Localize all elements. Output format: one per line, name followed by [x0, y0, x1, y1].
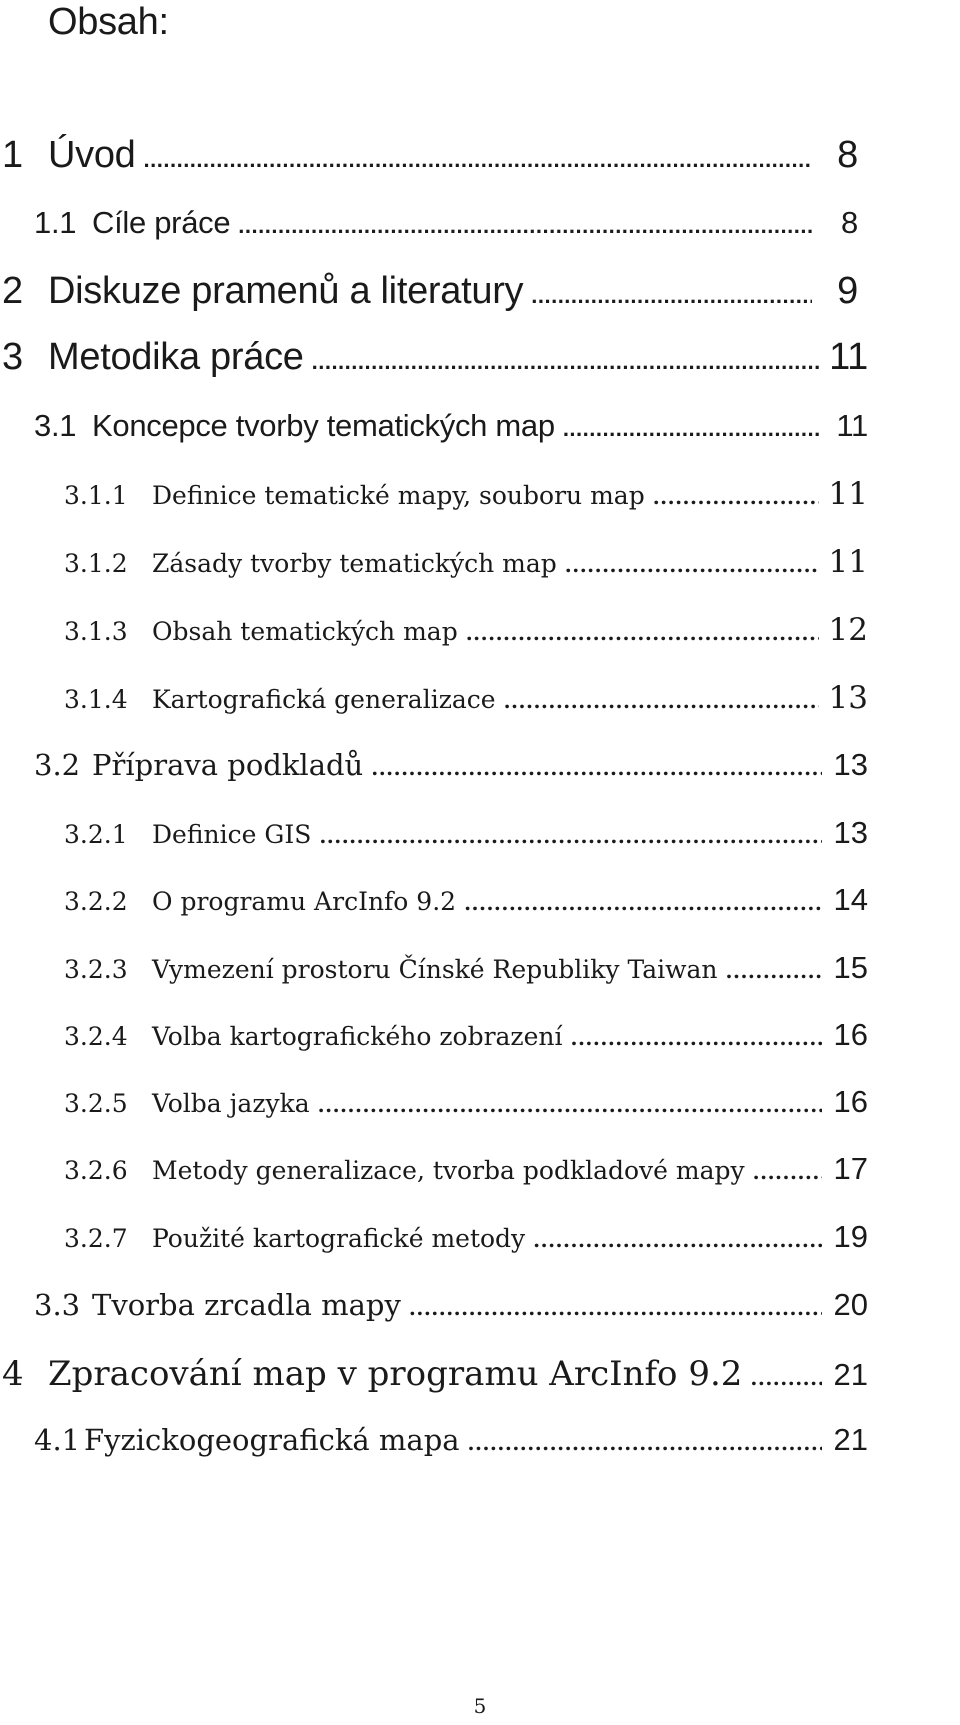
toc-entry-number: 3.2.7	[64, 1224, 128, 1253]
toc-entry-3-1-1[interactable]	[64, 477, 868, 514]
toc-entry-4[interactable]	[2, 1353, 868, 1399]
toc-entry-number: 4	[2, 1354, 24, 1394]
toc-leader-dots	[371, 750, 822, 786]
toc-leader-dots	[319, 819, 822, 853]
toc-entry-page: 8	[841, 205, 858, 240]
toc-entry-3-2[interactable]	[34, 747, 868, 786]
toc-entry-title: Volba jazyka	[152, 1089, 310, 1118]
toc-leader-dots	[533, 1223, 822, 1257]
toc-entry-page: 15	[833, 951, 868, 985]
toc-entry-title: Metodika práce	[48, 336, 304, 378]
toc-entry-number: 1	[2, 134, 23, 176]
toc-entry-3-2-7[interactable]	[64, 1220, 868, 1257]
toc-entry-1[interactable]	[2, 133, 858, 182]
toc-entry-page: 20	[833, 1287, 868, 1322]
toc-entry-number: 1.1	[34, 205, 77, 240]
toc-entry-title: Zpracování map v programu ArcInfo 9.2	[48, 1354, 743, 1394]
toc-entry-title: Definice tematické mapy, souboru map	[152, 481, 645, 510]
toc-leader-dots	[238, 208, 812, 244]
toc-entry-number: 2	[2, 270, 23, 312]
toc-leader-dots	[312, 340, 820, 384]
toc-entry-3-1-3[interactable]	[64, 613, 868, 650]
toc-entry-3-2-6[interactable]	[64, 1152, 868, 1189]
toc-entry-page: 11	[828, 477, 868, 512]
toc-entry-title: Fyzickogeografická mapa	[84, 1423, 460, 1457]
toc-leader-dots	[531, 274, 812, 318]
toc-entry-title: Tvorba zrcadla mapy	[92, 1288, 401, 1322]
toc-entry-page: 13	[833, 816, 868, 850]
toc-entry-title: Cíle práce	[92, 205, 231, 240]
toc-leader-dots	[504, 684, 819, 718]
toc-entry-page: 11	[836, 408, 868, 443]
toc-entry-page: 13	[833, 747, 868, 782]
toc-entry-page: 19	[833, 1220, 868, 1254]
toc-entry-3[interactable]	[2, 335, 868, 384]
toc-leader-dots	[653, 480, 819, 514]
toc-leader-dots	[318, 1088, 822, 1122]
toc-entry-3-2-3[interactable]	[64, 951, 868, 988]
toc-entry-number: 3.2.2	[64, 887, 128, 916]
toc-entry-number: 3.1.2	[64, 549, 128, 578]
toc-entry-3-3[interactable]	[34, 1287, 868, 1326]
toc-entry-number: 3.1	[34, 408, 77, 443]
toc-heading: Obsah:	[48, 1, 169, 43]
toc-entry-number: 3	[2, 336, 23, 378]
toc-entry-page: 13	[828, 681, 868, 716]
toc-leader-dots	[753, 1155, 822, 1189]
toc-entry-page: 14	[833, 883, 868, 917]
toc-entry-3-1-2[interactable]	[64, 545, 868, 582]
toc-entry-title: Koncepce tvorby tematických map	[92, 408, 555, 443]
toc-entry-title: O programu ArcInfo 9.2	[152, 887, 457, 916]
toc-entry-number: 3.3	[34, 1288, 81, 1322]
toc-leader-dots	[468, 1425, 822, 1461]
toc-entry-number: 3.1.1	[64, 481, 128, 510]
toc-entry-title: Úvod	[48, 134, 136, 176]
toc-entry-number: 3.2.4	[64, 1022, 128, 1051]
toc-entry-title: Příprava podkladů	[92, 748, 364, 782]
toc-entry-title: Vymezení prostoru Čínské Republiky Taiwan	[152, 955, 718, 984]
toc-leader-dots	[466, 616, 819, 650]
toc-entry-page: 12	[828, 613, 868, 648]
toc-entry-page: 16	[833, 1085, 868, 1119]
toc-entry-number: 3.2.3	[64, 955, 128, 984]
toc-entry-page: 11	[828, 545, 868, 580]
toc-entry-title: Metody generalizace, tvorba podkladové mapy	[152, 1156, 745, 1185]
toc-entry-page: 21	[833, 1357, 868, 1392]
toc-entry-3-2-2[interactable]	[64, 883, 868, 920]
toc-entry-page: 11	[829, 336, 868, 378]
toc-entry-3-2-5[interactable]	[64, 1085, 868, 1122]
toc-leader-dots	[464, 886, 822, 920]
toc-entry-page: 21	[833, 1422, 868, 1457]
toc-entry-title: Definice GIS	[152, 820, 312, 849]
toc-leader-dots	[571, 1021, 823, 1055]
toc-entry-number: 3.2.6	[64, 1156, 128, 1185]
toc-entry-number: 3.1.4	[64, 685, 128, 714]
toc-entry-title: Volba kartografického zobrazení	[152, 1022, 563, 1051]
toc-leader-dots	[565, 548, 819, 582]
toc-entry-number: 3.2.5	[64, 1089, 128, 1118]
toc-leader-dots	[144, 138, 812, 182]
toc-entry-3-1-4[interactable]	[64, 681, 868, 718]
toc-leader-dots	[563, 411, 822, 447]
toc-entry-number: 4.1	[34, 1423, 81, 1457]
toc-entry-title: Zásady tvorby tematických map	[152, 549, 557, 578]
toc-entry-number: 3.2.1	[64, 820, 128, 849]
toc-entry-3-2-1[interactable]	[64, 816, 868, 853]
toc-entry-page: 16	[833, 1018, 868, 1052]
toc-entry-page: 8	[837, 134, 858, 176]
toc-entry-number: 3.2	[34, 748, 81, 782]
toc-entry-4-1[interactable]	[34, 1422, 868, 1461]
toc-entry-title: Obsah tematických map	[152, 617, 458, 646]
toc-entry-title: Diskuze pramenů a literatury	[48, 270, 524, 312]
toc-leader-dots	[726, 954, 822, 988]
toc-leader-dots	[750, 1357, 822, 1399]
toc-entry-page: 9	[837, 270, 858, 312]
toc-entry-title: Použité kartografické metody	[152, 1224, 526, 1253]
toc-entry-1-1[interactable]	[34, 205, 858, 244]
toc-entry-2[interactable]	[2, 269, 858, 318]
toc-entry-3-1[interactable]	[34, 408, 868, 447]
toc-leader-dots	[409, 1290, 822, 1326]
toc-entry-title: Kartografická generalizace	[152, 685, 496, 714]
toc-entry-number: 3.1.3	[64, 617, 128, 646]
page-number: 5	[473, 1694, 487, 1718]
toc-entry-3-2-4[interactable]	[64, 1018, 868, 1055]
toc-entry-page: 17	[833, 1152, 868, 1186]
